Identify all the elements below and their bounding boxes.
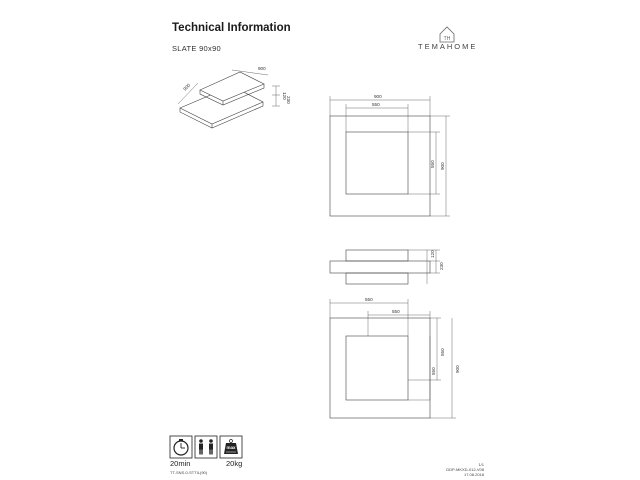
top-inner-width-label: 550 (372, 102, 380, 107)
brand-name: TEMAHOME (418, 42, 478, 51)
bottom-view (330, 299, 456, 418)
iso-width-label: 900 (258, 66, 266, 71)
assembly-time-icon (170, 436, 192, 458)
assembly-time-value: 20min (170, 459, 191, 468)
max-weight-value: 20kg (226, 459, 243, 468)
document-date: 17.08.2018 (463, 472, 484, 477)
side-dim-labels (430, 250, 444, 270)
side-view (330, 250, 440, 284)
iso-height-label-1: 120 (282, 92, 287, 100)
iso-height-label-2: 230 (286, 96, 291, 104)
bottom-inner-height-label: 550 (440, 348, 445, 356)
max-weight-icon (220, 436, 242, 458)
top-view (330, 96, 450, 216)
top-inner-height-label: 550 (430, 160, 435, 168)
bottom-outer-width-label: 550 (365, 297, 373, 302)
bottom-right-inner-label: 550 (431, 367, 436, 375)
iso-depth-label: 900 (182, 82, 192, 92)
product-code: TT-SNS-0-STTIL(90) (170, 470, 208, 475)
bottom-inner-width-label: 550 (392, 309, 400, 314)
top-outer-height-label: 900 (440, 162, 445, 170)
product-name: SLATE 90x90 (172, 44, 222, 53)
side-total-label: 230 (439, 262, 444, 270)
document-code: GDP-MKXD-012-V08 (445, 467, 484, 472)
max-weight-label: max (226, 445, 236, 450)
logo-letters: TH (443, 36, 451, 42)
side-top-label: 120 (430, 250, 435, 258)
top-outer-width-label: 900 (374, 94, 382, 99)
page-title: Technical Information (172, 22, 291, 34)
bottom-outer-height-label: 900 (455, 365, 460, 373)
iso-view (178, 70, 280, 128)
page-number: 1/1 (478, 462, 484, 467)
two-person-icon (195, 436, 217, 458)
